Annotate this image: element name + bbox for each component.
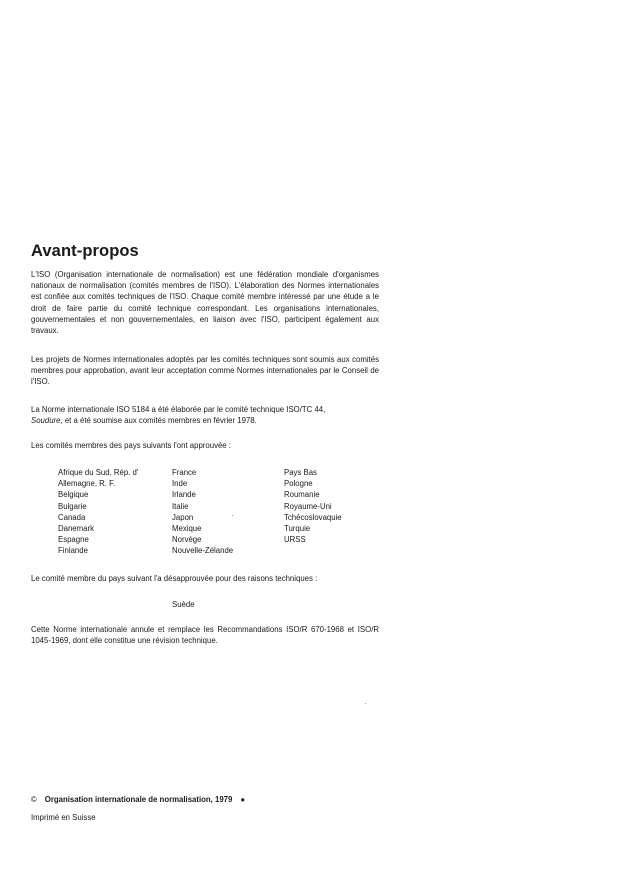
- copyright-line: [31, 794, 245, 805]
- country-name: Allemagne, R. F.: [58, 479, 116, 489]
- standard-origin-line: La Norme internationale ISO 5184 a été élaborée par le comité technique ISO/TC 44,: [31, 405, 326, 414]
- approving-countries-column-1: [58, 467, 138, 557]
- disapproving-country: Suède: [172, 600, 195, 609]
- country-name: Royaume-Uni: [284, 501, 332, 511]
- country-name: Belgique: [58, 490, 89, 500]
- country-name: Pologne: [284, 479, 313, 489]
- country-name: Nouvelle-Zélande: [172, 546, 234, 556]
- country-name: Danemark: [58, 524, 94, 534]
- standard-origin-rest: , et a été soumise aux comités membres en février 1978.: [60, 416, 257, 426]
- country-name: Finlande: [58, 546, 88, 556]
- scan-speck: [232, 515, 233, 516]
- copyright-text: Organisation internationale de normalisation, 1979: [44, 795, 233, 804]
- replacement-note: Cette Norme internationale annule et remplace les Recommandations ISO/R 670-1968 et ISO/R 1045-1969, dont elle constitue une révision technique.: [31, 625, 379, 646]
- page-title: Avant-propos: [31, 242, 139, 260]
- bullet-icon: ●: [240, 795, 246, 804]
- foreword-paragraph-approval-process: Les projets de Normes internationales adoptés par les comités techniques sont soumis aux comités membres pour approbation, avant leur acceptation comme Normes internationales par le Conseil de l'ISO.: [31, 355, 379, 387]
- country-name: Roumanie: [284, 490, 320, 500]
- country-name: Afrique du Sud, Rép. d': [58, 468, 139, 477]
- country-name: Pays Bas: [284, 468, 317, 477]
- disapproval-intro: Le comité membre du pays suivant l'a désapprouvée pour des raisons techniques :: [31, 574, 318, 583]
- country-name: Mexique: [172, 524, 202, 534]
- country-name: Norvège: [172, 535, 202, 545]
- country-name: Italie: [172, 501, 189, 511]
- copyright-symbol: ©: [31, 795, 37, 804]
- committee-title: Soudure: [31, 416, 61, 426]
- country-name: Canada: [58, 512, 86, 522]
- foreword-paragraph-standard-origin: [31, 404, 379, 426]
- approving-countries-column-3: [284, 467, 342, 545]
- country-name: France: [172, 468, 197, 477]
- country-name: Espagne: [58, 535, 89, 545]
- country-name: Inde: [172, 479, 188, 489]
- country-name: Tchécoslovaquie: [284, 512, 342, 522]
- printed-in-note: Imprimé en Suisse: [31, 813, 96, 822]
- country-name: Irlande: [172, 490, 196, 500]
- approval-intro: Les comités membres des pays suivants l'ont approuvée :: [31, 441, 231, 450]
- country-name: URSS: [284, 535, 306, 545]
- country-name: Turquie: [284, 524, 311, 534]
- foreword-paragraph-iso-intro: L'ISO (Organisation internationale de normalisation) est une fédération mondiale d'organismes nationaux de normalisation (comités membres de l'ISO). L'élaboration des Normes internationales est confiée aux comités techniques de l'ISO. Chaque comité membre intéressé par une étude a le droit de faire partie du comité technique correspondant. Les organisations internationales, gouvernementales et non gouvernementales, en liaison avec l'ISO, participent également aux travaux.: [31, 270, 379, 336]
- country-name: Bulgarie: [58, 501, 87, 511]
- scan-speck: [365, 703, 366, 704]
- approving-countries-column-2: [172, 467, 233, 557]
- country-name: Japon: [172, 512, 194, 522]
